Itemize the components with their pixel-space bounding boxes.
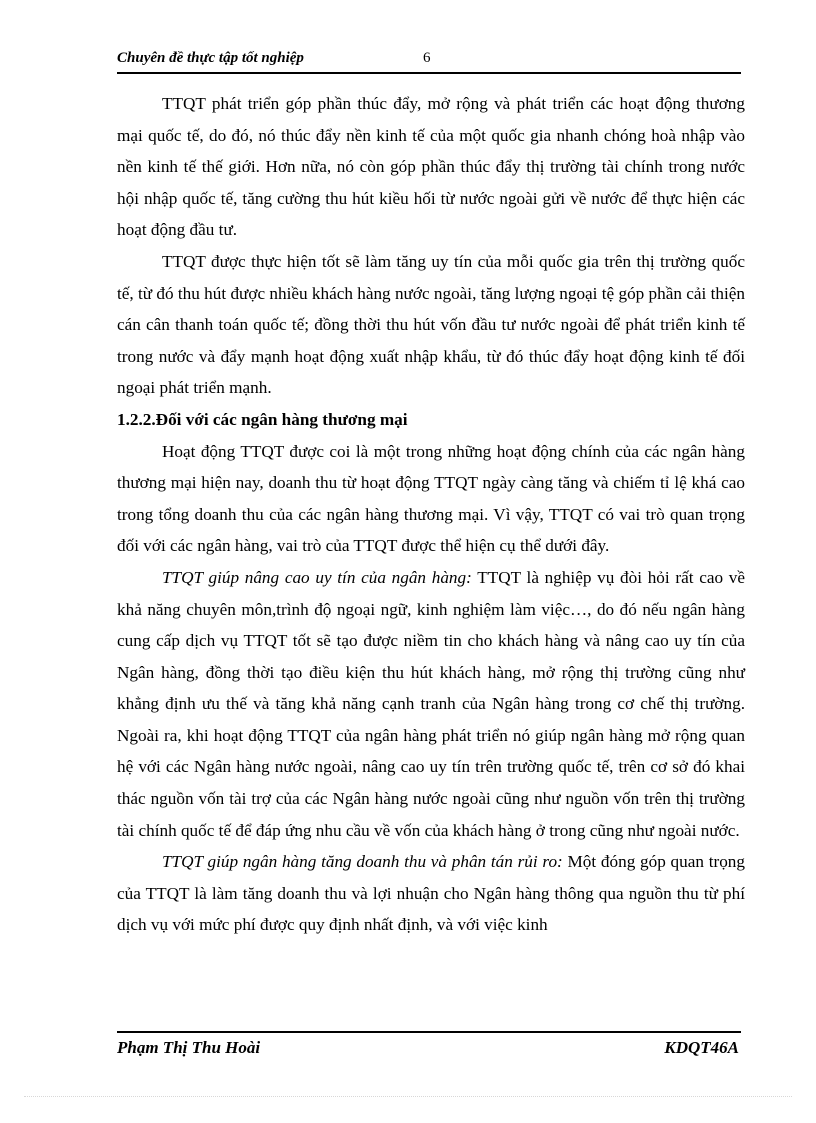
footer-divider (117, 1031, 741, 1033)
paragraph-4 (117, 562, 745, 846)
paragraph-5-lead: TTQT giúp ngân hàng tăng doanh thu và phân tán rủi ro: (162, 852, 563, 872)
document-body (117, 88, 745, 941)
paragraph-1: TTQT phát triển góp phần thúc đẩy, mở rộng và phát triển các hoạt động thương mại quốc tế, do đó, nó thúc đẩy nền kinh tế của một quốc gia nhanh chóng hoà nhập vào nền kinh tế thế giới. Hơn nữa, nó còn góp phần thúc đẩy thị trường tài chính trong nước hội nhập quốc tế, tăng cường thu hút kiều hối từ nước ngoài gửi về nước để thực hiện các hoạt động đầu tư. (117, 94, 745, 240)
paragraph-5 (117, 846, 745, 941)
section-heading: 1.2.2.Đối với các ngân hàng thương mại (117, 409, 408, 429)
footer-author: Phạm Thị Thu Hoài (117, 1038, 261, 1057)
footer-class-code: KDQT46A (664, 1038, 739, 1057)
paragraph-3: Hoạt động TTQT được coi là một trong những hoạt động chính của các ngân hàng thương mại hiện nay, doanh thu từ hoạt động TTQT ngày càng tăng và chiếm tỉ lệ khá cao trong tổng doanh thu của các ngân hàng thương mại. Vì vậy, TTQT có vai trò quan trọng đối với các ngân hàng, vai trò của TTQT được thể hiện cụ thể dưới đây. (117, 441, 745, 556)
paragraph-5-text: Một đóng góp quan trọng của TTQT là làm tăng doanh thu và lợi nhuận cho Ngân hàng thông qua nguồn thu từ phí dịch vụ với mức phí được quy định nhất định, và với việc kinh (117, 852, 745, 935)
document-title: Chuyên đề thực tập tốt nghiệp (117, 50, 304, 66)
paragraph-2: TTQT được thực hiện tốt sẽ làm tăng uy tín của mỗi quốc gia trên thị trường quốc tế, từ đó thu hút được nhiều khách hàng nước ngoài, tăng lượng ngoại tệ góp phần cải thiện cán cân thanh toán quốc tế; đồng thời thu hút vốn đầu tư nước ngoài để phát triển kinh tế trong nước và đẩy mạnh hoạt động xuất nhập khẩu, từ đó thúc đẩy hoạt động kinh tế đối ngoại phát triển mạnh. (117, 251, 745, 398)
page-number: 6 (423, 50, 431, 66)
paragraph-4-text: TTQT là nghiệp vụ đòi hỏi rất cao về khả năng chuyên môn,trình độ ngoại ngữ, kinh nghiệm làm việc…, do đó nếu ngân hàng cung cấp dịch vụ TTQT tốt sẽ tạo được niềm tin cho khách hàng và nâng cao uy tín của Ngân hàng, đồng thời tạo điều kiện thu hút khách hàng, mở rộng thị trường cũng như khẳng định ưu thế và tăng khả năng cạnh tranh của Ngân hàng trong cơ chế thị trường. Ngoài ra, khi hoạt động TTQT của ngân hàng phát triển nó giúp ngân hàng mở rộng quan hệ với các Ngân hàng nước ngoài, nâng cao uy tín trên trường quốc tế, trên cơ sở đó khai thác nguồn vốn tài trợ của các Ngân hàng nước ngoài cũng như nguồn vốn trên thị trường tài chính quốc tế để đáp ứng nhu cầu về vốn của khách hàng ở trong cũng như ngoài nước. (117, 567, 745, 840)
page-header (117, 46, 741, 74)
paragraph-4-lead: TTQT giúp nâng cao uy tín của ngân hàng: (162, 567, 472, 587)
page-bottom-divider (24, 1096, 792, 1097)
